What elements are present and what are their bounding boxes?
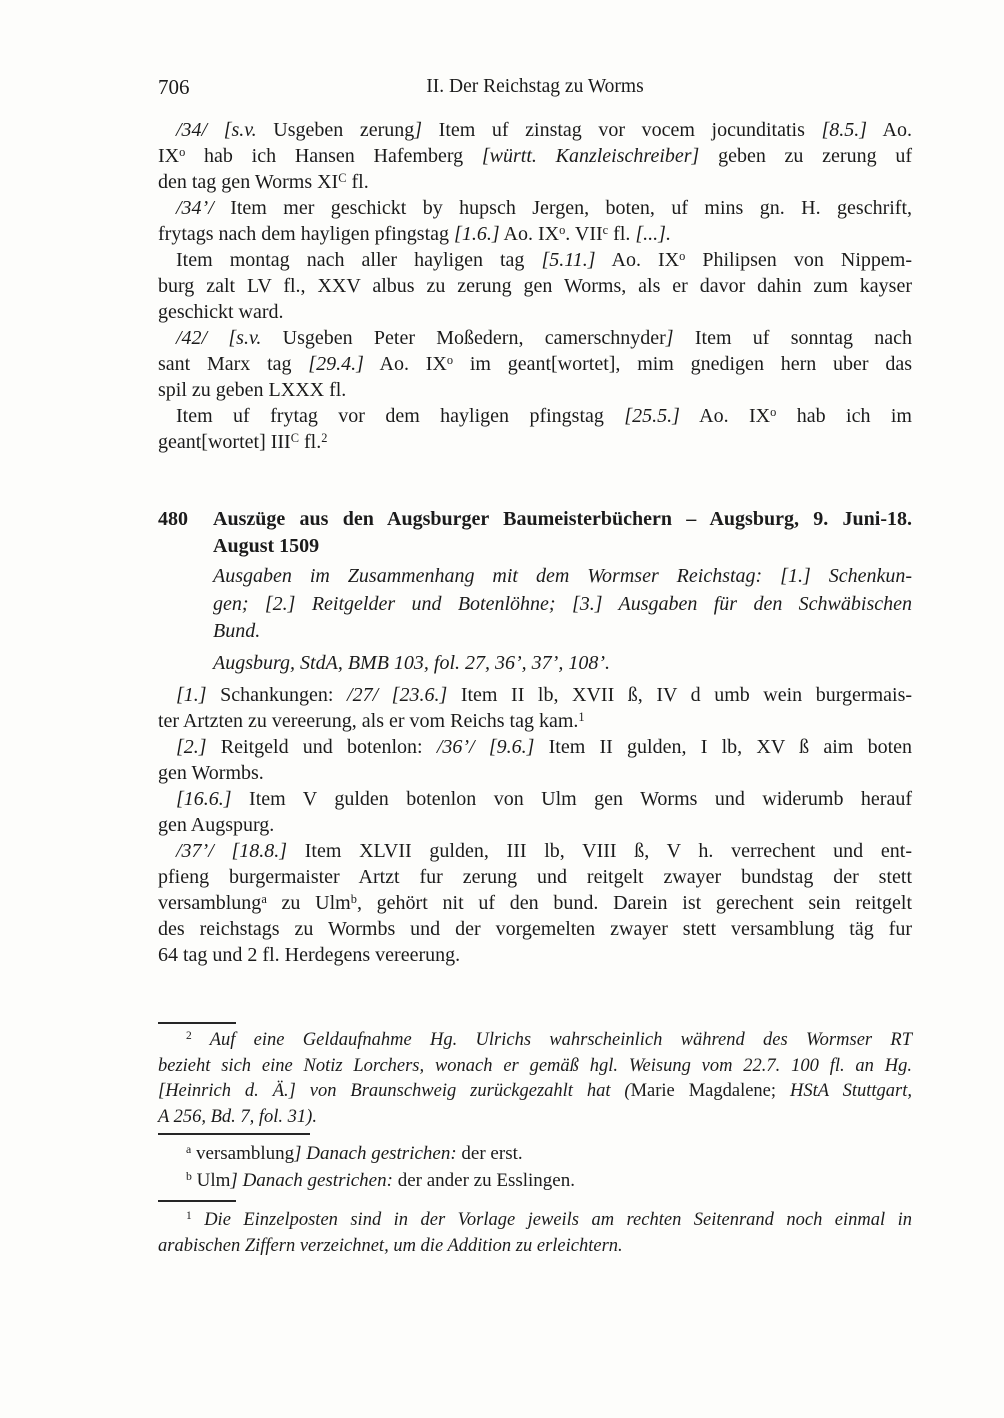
text-segment: HStA Stuttgart, (776, 1081, 912, 1101)
footnote-1 (158, 1207, 912, 1259)
text-line (158, 1207, 912, 1233)
entry-heading-lines (213, 506, 912, 560)
superscript-note-mark: o (679, 248, 686, 263)
text-segment: Usgeben Peter Moßedern, camerschnyder (282, 327, 666, 349)
text-segment: Ao. IX (679, 405, 771, 427)
text-segment: /37’/ [18.8.] (176, 840, 288, 862)
text-line (158, 117, 912, 143)
footnote-2 (158, 1028, 912, 1130)
text-line (158, 429, 912, 455)
text-segment: /27/ [23.6.] (347, 684, 448, 706)
text-segment: 64 tag und 2 fl. Herdegens vereerung. (158, 944, 461, 966)
text-segment: pfieng burgermaister Artzt fur zerung und reitgelt zwayer bundstag der stett (158, 866, 912, 888)
text-segment: Ulm (191, 1170, 231, 1191)
superscript-note-mark: o (446, 352, 454, 367)
superscript-note-mark: C (290, 430, 299, 445)
text-segment: [8.5.] (821, 119, 868, 141)
text-line (158, 838, 912, 864)
text-segment: sant Marx tag (158, 353, 309, 375)
entry-480-summary (213, 563, 912, 646)
text-segment: Bund. (213, 620, 261, 642)
text-line (158, 812, 912, 838)
text-segment: [1.] (176, 684, 207, 706)
text-segment: Usgeben zerung (273, 119, 415, 141)
text-segment: den tag gen Worms XI (158, 171, 339, 193)
text-segment: der erst. (456, 1143, 523, 1164)
text-segment: IX (158, 145, 180, 167)
text-segment: hab ich im (776, 405, 912, 427)
text-line (158, 760, 912, 786)
text-segment: Item XLVII gulden, III lb, VIII ß, V h. verrechent und ent- (287, 840, 912, 862)
text-line (158, 864, 912, 890)
text-segment: , gehört nit uf den bund. Darein ist gerechent sein reitgelt (356, 892, 912, 914)
text-segment: [württ. Kanzleischreiber] (481, 145, 700, 167)
text-segment: arabischen Ziffern verzeichnet, um die Addition zu erleichtern. (158, 1236, 623, 1256)
text-segment: /36’/ [9.6.] (436, 736, 535, 758)
text-segment: gen; [2.] Reitgelder und Botenlöhne; [3.] Ausgaben für den Schwäbischen (213, 592, 912, 615)
text-segment: Item mer geschickt by hupsch Jergen, boten, uf mins gn. H. geschrift, (213, 197, 912, 219)
superscript-note-mark: o (559, 222, 566, 237)
text-line (158, 890, 912, 916)
text-line (213, 533, 912, 560)
superscript-note-mark: c (602, 222, 609, 237)
text-line (158, 1105, 912, 1131)
text-segment: der ander zu Esslingen. (392, 1170, 575, 1191)
text-line (158, 299, 912, 325)
text-segment: [25.5.] (624, 405, 680, 427)
text-segment: [16.6.] (176, 788, 232, 810)
page-header (158, 74, 912, 100)
text-segment: [1.6.] (454, 223, 500, 245)
text-segment: Augsburg, StdA, BMB 103, fol. 27, 36’, 37’, 108’. (213, 652, 611, 674)
text-line (158, 682, 912, 708)
text-line (158, 1233, 912, 1259)
text-segment: [5.11.] (541, 249, 596, 271)
superscript-note-mark: b (350, 891, 357, 906)
text-segment: fl. (346, 171, 369, 193)
text-segment: geschickt ward. (158, 301, 284, 323)
text-segment: geant[wortet] III (158, 431, 291, 453)
entry-480-body (158, 682, 912, 968)
text-segment: Reitgeld und botenlon: (206, 736, 437, 758)
superscript-note-mark: a (261, 891, 267, 906)
text-segment: gen Augspurg. (158, 814, 275, 836)
text-segment: Item V gulden botenlon von Ulm gen Worms und widerumb herauf (231, 788, 912, 810)
text-line (213, 650, 912, 677)
text-segment: [2.] (176, 736, 207, 758)
text-segment: ter Artzten zu vereerung, als er vom Reichs tag kam. (158, 710, 579, 732)
entry-480-heading (158, 506, 912, 560)
superscript-note-mark: 2 (186, 1030, 192, 1043)
text-segment: Item uf zinstag vor vocem jocunditatis (422, 119, 822, 141)
document-transcription-block (158, 117, 912, 455)
text-line (158, 351, 912, 377)
text-segment: bezieht sich eine Notiz Lorchers, wonach er gemäß hgl. Weisung vom 22.7. 100 fl. an Hg. (158, 1055, 912, 1076)
text-line (158, 247, 912, 273)
text-segment: Ao. IX (363, 353, 447, 375)
text-segment: frytags nach dem hayligen pfingstag (158, 223, 455, 245)
text-line (158, 273, 912, 299)
text-segment: Item II lb, XVII ß, IV d umb wein burgermais- (447, 684, 913, 706)
text-segment: ] (414, 119, 423, 141)
text-line (158, 942, 912, 968)
text-line (158, 1079, 912, 1105)
text-segment: /34/ [s.v. (176, 119, 274, 141)
text-segment: Item II gulden, I lb, XV ß aim boten (534, 736, 913, 758)
text-segment: Die Einzelposten sind in der Vorlage jeweils am rechten Seitenrand noch einmal in (191, 1210, 912, 1230)
text-segment: Schankungen: (206, 684, 348, 706)
text-segment: A 256, Bd. 7, fol. 31). (158, 1106, 317, 1127)
superscript-note-mark: C (338, 170, 347, 185)
superscript-note-mark: b (186, 1169, 192, 1183)
text-segment: im geant[wortet], mim gnedigen hern uber das (453, 353, 912, 375)
text-segment: Item uf sonntag nach (673, 327, 912, 349)
text-line (213, 618, 912, 646)
text-line (158, 734, 912, 760)
superscript-note-mark: 2 (321, 430, 328, 445)
apparatus-notes (158, 1140, 912, 1194)
text-line (158, 325, 912, 351)
text-segment: spil zu geben LXXX fl. (158, 379, 347, 401)
text-line (158, 1054, 912, 1080)
text-segment: [29.4.] (308, 353, 364, 375)
text-line (158, 1167, 912, 1194)
text-segment: versamblung (191, 1143, 295, 1164)
apparatus-separator (158, 1133, 310, 1135)
text-line (158, 195, 912, 221)
text-line (158, 377, 912, 403)
text-segment: geben zu zerung uf (699, 145, 912, 167)
text-line (158, 221, 912, 247)
text-line (158, 916, 912, 942)
superscript-note-mark: o (770, 404, 777, 419)
text-segment: [Heinrich d. Ä.] von Braunschweig zurückgezahlt hat ( (158, 1081, 631, 1101)
text-segment: gen Wormbs. (158, 762, 264, 784)
text-segment: Auf eine Geldaufnahme Hg. Ulrichs wahrscheinlich während des Wormser RT (191, 1030, 912, 1050)
superscript-note-mark: 1 (578, 709, 585, 724)
text-segment: Ao. IX (499, 223, 560, 245)
text-line (213, 591, 912, 619)
superscript-note-mark: a (186, 1142, 192, 1156)
superscript-note-mark: o (179, 144, 186, 159)
text-segment: . VII (565, 223, 603, 245)
text-segment: /42/ [s.v. (176, 327, 283, 349)
text-segment: Ao. IX (595, 249, 680, 271)
footnote-separator-2 (158, 1200, 236, 1202)
text-line (213, 506, 912, 533)
entry-number: 480 (158, 508, 188, 530)
text-line (158, 1028, 912, 1054)
text-segment: des reichstags zu Wormbs und der vorgemelten zwayer stett versamblung täg fur (158, 918, 912, 940)
text-segment: zu Ulm (266, 892, 351, 914)
text-line (158, 1140, 912, 1167)
text-segment: [...]. (635, 223, 671, 245)
page-number: 706 (158, 75, 190, 99)
text-segment: fl. (298, 431, 322, 453)
text-segment: ] (665, 327, 674, 349)
text-line (158, 143, 912, 169)
text-segment: Philipsen von Nippem- (685, 249, 912, 271)
text-line (158, 786, 912, 812)
text-segment: /34’/ (176, 197, 214, 219)
text-segment: August 1509 (213, 535, 320, 557)
text-segment: Marie Magdalene; (630, 1081, 777, 1101)
text-segment: ] Danach gestrichen: (230, 1170, 393, 1191)
text-segment: Item montag nach aller hayligen tag (176, 249, 542, 271)
entry-480-source-reference (213, 650, 912, 677)
text-segment: fl. (608, 223, 636, 245)
running-title: II. Der Reichstag zu Worms (426, 76, 644, 97)
text-segment: Auszüge aus den Augsburger Baumeisterbüchern – Augsburg, 9. Juni-18. (213, 508, 912, 530)
superscript-note-mark: 1 (186, 1210, 192, 1223)
text-segment: burg zalt LV fl., XXV albus zu zerung gen Worms, als er davor dahin zum kayser (158, 275, 912, 297)
text-segment: ] Danach gestrichen: (294, 1143, 457, 1164)
text-line (158, 169, 912, 195)
text-segment: versamblung (158, 892, 262, 914)
text-line (158, 403, 912, 429)
footnote-separator (158, 1022, 236, 1024)
text-segment: Item uf frytag vor dem hayligen pfingstag (176, 405, 625, 427)
text-line (158, 708, 912, 734)
text-segment: hab ich Hansen Hafemberg (185, 145, 482, 167)
text-segment: Ao. (867, 119, 912, 141)
text-segment: Ausgaben im Zusammenhang mit dem Wormser Reichstag: [1.] Schenkun- (213, 565, 912, 587)
text-line (213, 563, 912, 591)
